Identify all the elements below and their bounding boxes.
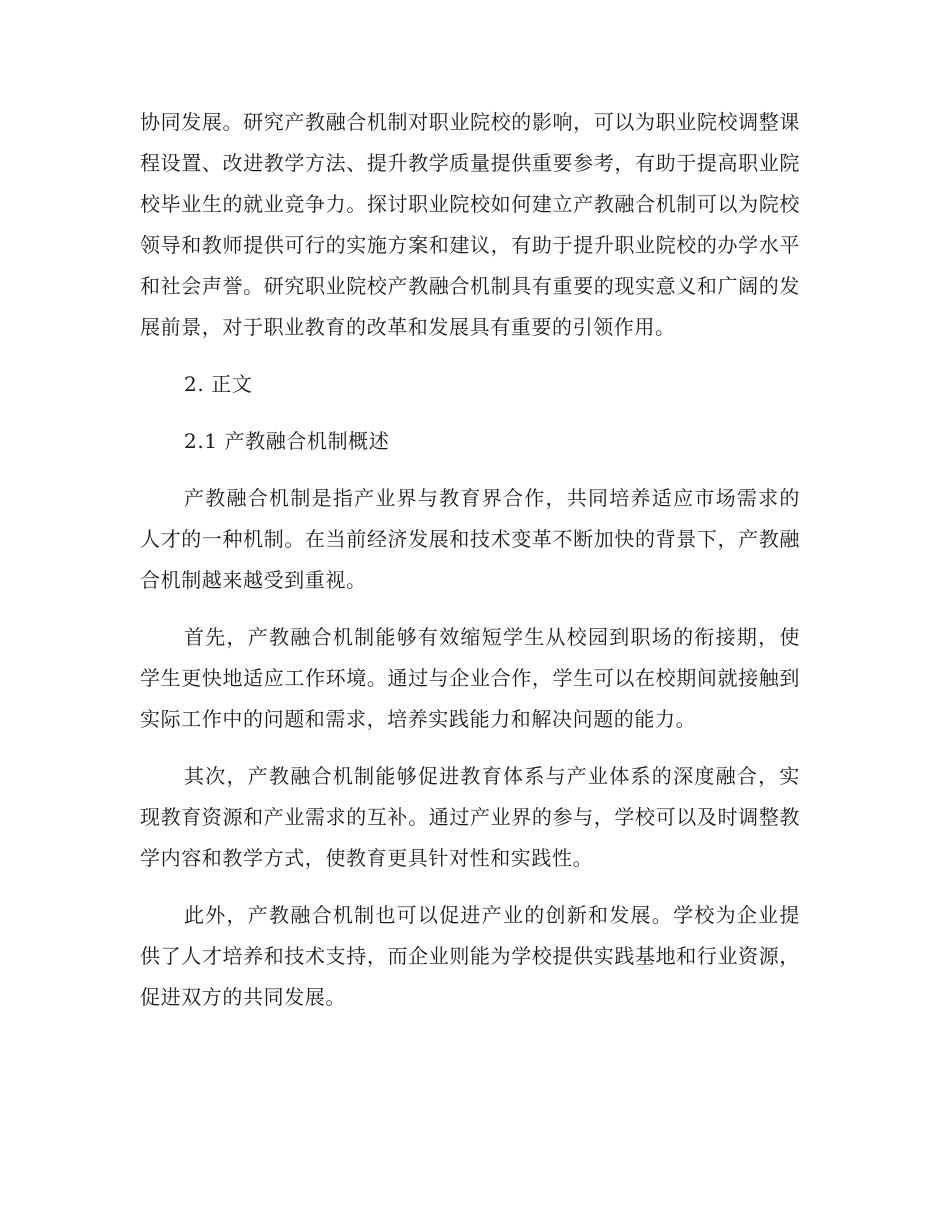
section-heading: 2. 正文	[184, 372, 253, 396]
paragraph-first-point: 首先，产教融合机制能够有效缩短学生从校园到职场的衔接期，使学生更快地适应工作环境。通过与企业合作，学生可以在校期间就接触到实际工作中的问题和需求，培养实践能力和解决问题的能力。	[140, 625, 800, 731]
document-body	[140, 102, 800, 1034]
paragraph-additional-point: 此外，产教融合机制也可以促进产业的创新和发展。学校为企业提供了人才培养和技术支持，而企业则能为学校提供实践基地和行业资源，促进双方的共同发展。	[140, 903, 800, 1009]
paragraph-second-point: 其次，产教融合机制能够促进教育体系与产业体系的深度融合，实现教育资源和产业需求的互补。通过产业界的参与，学校可以及时调整教学内容和教学方式，使教育更具针对性和实践性。	[140, 764, 800, 870]
paragraph-continuation: 协同发展。研究产教融合机制对职业院校的影响，可以为职业院校调整课程设置、改进教学方法、提升教学质量提供重要参考，有助于提高职业院校毕业生的就业竞争力。探讨职业院校如何建立产教融合机制可以为院校领导和教师提供可行的实施方案和建议，有助于提升职业院校的办学水平和社会声誉。研究职业院校产教融合机制具有重要的现实意义和广阔的发展前景，对于职业教育的改革和发展具有重要的引领作用。	[140, 110, 800, 339]
subsection-heading: 2.1 产教融合机制概述	[184, 429, 390, 453]
paragraph-definition: 产教融合机制是指产业界与教育界合作，共同培养适应市场需求的人才的一种机制。在当前经济发展和技术变革不断加快的背景下，产教融合机制越来越受到重视。	[140, 486, 800, 592]
